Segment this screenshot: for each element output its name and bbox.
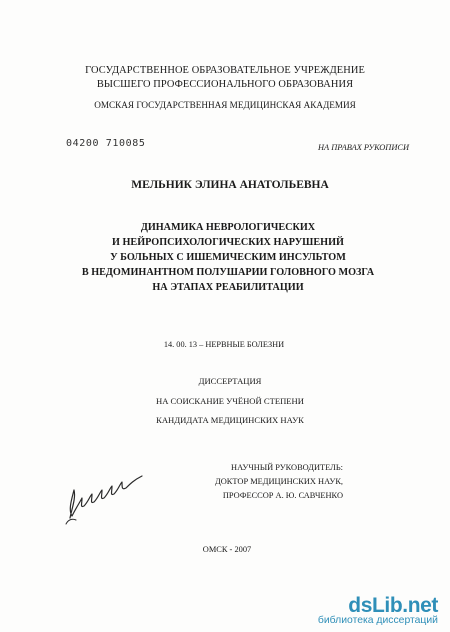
degree-field-line: КАНДИДАТА МЕДИЦИНСКИХ НАУК: [156, 415, 304, 425]
watermark-tagline: библиотека диссертаций: [317, 615, 438, 626]
author-name: МЕЛЬНИК ЭЛИНА АНАТОЛЬЕВНА: [131, 179, 329, 191]
academy-name: ОМСКАЯ ГОСУДАРСТВЕННАЯ МЕДИЦИНСКАЯ АКАДЕМИЯ: [94, 100, 356, 110]
city-year: ОМСК - 2007: [202, 545, 252, 554]
watermark-brand: dsLib.net: [348, 594, 438, 617]
dslib-watermark-logo[interactable]: [318, 596, 438, 627]
supervisor-degree: ДОКТОР МЕДИЦИНСКИХ НАУК,: [215, 477, 343, 486]
manuscript-rights-label: НА ПРАВАХ РУКОПИСИ: [318, 143, 410, 152]
title-line: И НЕЙРОПСИХОЛОГИЧЕСКИХ НАРУШЕНИЙ: [112, 237, 344, 248]
degree-line: НА СОИСКАНИЕ УЧЁНОЙ СТЕПЕНИ: [156, 396, 304, 406]
title-line: У БОЛЬНЫХ С ИШЕМИЧЕСКИМ ИНСУЛЬТОМ: [110, 252, 346, 263]
specialty-code: 14. 00. 13 – НЕРВНЫЕ БОЛЕЗНИ: [163, 340, 285, 349]
supervisor-label: НАУЧНЫЙ РУКОВОДИТЕЛЬ:: [231, 463, 343, 472]
title-line: ДИНАМИКА НЕВРОЛОГИЧЕСКИХ: [140, 222, 316, 233]
registration-code-stamp: 04200 710085: [66, 138, 146, 149]
supervisor-name: ПРОФЕССОР А. Ю. САВЧЕНКО: [222, 491, 343, 500]
institution-line-2: ВЫСШЕГО ПРОФЕССИОНАЛЬНОГО ОБРАЗОВАНИЯ: [96, 79, 354, 90]
handwritten-signature: [62, 468, 150, 532]
title-line: В НЕДОМИНАНТНОМ ПОЛУШАРИИ ГОЛОВНОГО МОЗГА: [81, 267, 375, 278]
institution-line-1: ГОСУДАРСТВЕННОЕ ОБРАЗОВАТЕЛЬНОЕ УЧРЕЖДЕНИЕ: [85, 65, 365, 76]
title-line: НА ЭТАПАХ РЕАБИЛИТАЦИИ: [152, 282, 304, 293]
dissertation-label: ДИССЕРТАЦИЯ: [198, 376, 262, 386]
